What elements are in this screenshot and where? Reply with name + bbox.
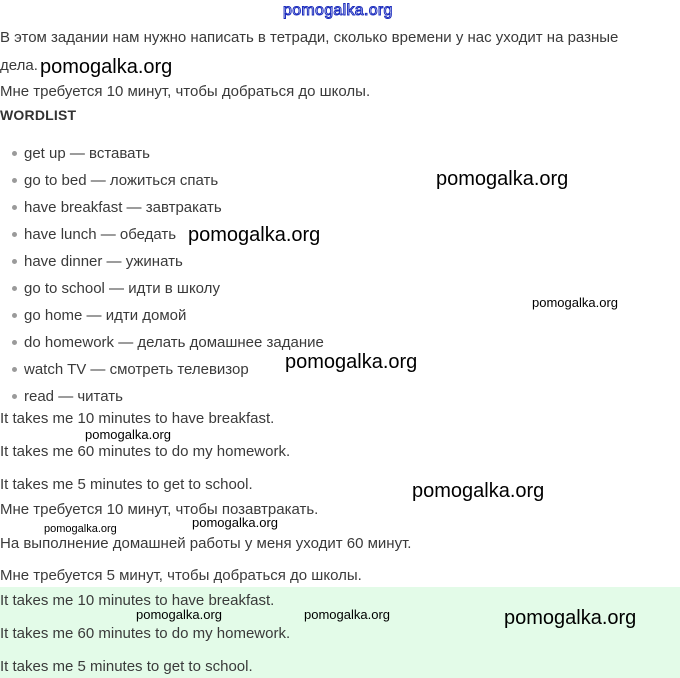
watermark: pomogalka.org bbox=[188, 224, 321, 246]
watermark: pomogalka.org bbox=[285, 351, 418, 373]
bullet-dot-icon bbox=[12, 205, 17, 210]
answer-line-3: It takes me 5 minutes to get to school. bbox=[0, 658, 253, 675]
watermark: pomogalka.org bbox=[44, 523, 117, 535]
wordlist-item: have lunch — обедать bbox=[12, 226, 176, 243]
wordlist-item: go to bed — ложиться спать bbox=[12, 172, 218, 189]
wordlist-item: read — читать bbox=[12, 388, 123, 405]
sentence-en-3: It takes me 5 minutes to get to school. bbox=[0, 476, 253, 493]
sentence-ru-2: На выполнение домашней работы у меня уходит 60 минут. bbox=[0, 535, 412, 552]
bullet-dot-icon bbox=[12, 259, 17, 264]
watermark: pomogalka.org bbox=[304, 607, 390, 622]
watermark: pomogalka.org bbox=[504, 607, 637, 629]
watermark: pomogalka.org bbox=[192, 515, 278, 530]
wordlist-item: do homework — делать домашнее задание bbox=[12, 334, 324, 351]
watermark: pomogalka.org bbox=[40, 56, 173, 78]
sentence-ru-1: Мне требуется 10 минут, чтобы позавтракать. bbox=[0, 501, 319, 518]
wordlist-heading: WORDLIST bbox=[0, 107, 77, 123]
bullet-dot-icon bbox=[12, 394, 17, 399]
wordlist-item: get up — вставать bbox=[12, 145, 150, 162]
bullet-dot-icon bbox=[12, 178, 17, 183]
watermark: pomogalka.org bbox=[85, 427, 171, 442]
intro-line-1: В этом задании нам нужно написать в тетради, сколько времени у нас уходит на разные bbox=[0, 29, 619, 46]
wordlist-item: watch TV — смотреть телевизор bbox=[12, 361, 249, 378]
bullet-dot-icon bbox=[12, 313, 17, 318]
watermark: pomogalka.org bbox=[136, 607, 222, 622]
bullet-dot-icon bbox=[12, 232, 17, 237]
sentence-ru-3: Мне требуется 5 минут, чтобы добраться до школы. bbox=[0, 567, 362, 584]
wordlist-item: have breakfast — завтракать bbox=[12, 199, 222, 216]
watermark: pomogalka.org bbox=[412, 480, 545, 502]
header-watermark: pomogalka.org bbox=[283, 2, 393, 19]
intro-line-2: дела. bbox=[0, 57, 38, 74]
watermark: pomogalka.org bbox=[532, 295, 618, 310]
watermark: pomogalka.org bbox=[436, 168, 569, 190]
wordlist-item: have dinner — ужинать bbox=[12, 253, 183, 270]
bullet-dot-icon bbox=[12, 340, 17, 345]
wordlist-item: go home — идти домой bbox=[12, 307, 186, 324]
intro-line-3: Мне требуется 10 минут, чтобы добраться до школы. bbox=[0, 83, 371, 100]
sentence-en-1: It takes me 10 minutes to have breakfast. bbox=[0, 410, 275, 427]
sentence-en-2: It takes me 60 minutes to do my homework. bbox=[0, 443, 291, 460]
bullet-dot-icon bbox=[12, 286, 17, 291]
wordlist-item: go to school — идти в школу bbox=[12, 280, 220, 297]
answer-line-1: It takes me 10 minutes to have breakfast. bbox=[0, 592, 275, 609]
answer-line-2: It takes me 60 minutes to do my homework. bbox=[0, 625, 291, 642]
bullet-dot-icon bbox=[12, 151, 17, 156]
bullet-dot-icon bbox=[12, 367, 17, 372]
